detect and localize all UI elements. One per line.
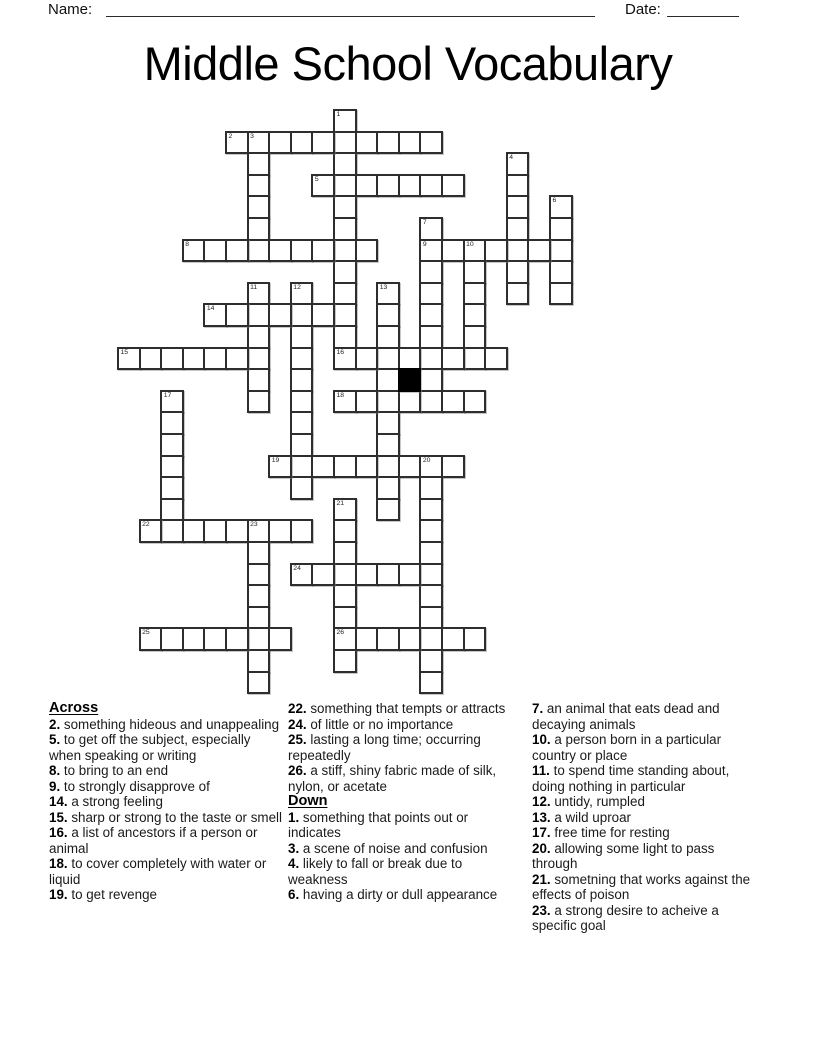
name-label: Name: [48,1,93,18]
grid-cell[interactable] [463,347,487,371]
grid-cell[interactable] [247,174,271,198]
clue: 22. something that tempts or attracts [288,701,506,716]
grid-cell[interactable] [419,368,443,392]
clue-number: 10. [532,732,551,747]
grid-cell[interactable] [247,606,271,630]
grid-cell[interactable] [419,541,443,565]
clue: 1. something that points out or indicates [288,809,469,840]
grid-cell[interactable] [419,174,443,198]
grid-cell[interactable] [203,519,227,543]
grid-cell[interactable] [160,455,184,479]
black-cell [398,368,422,392]
grid-cell[interactable] [333,390,357,414]
grid-cell[interactable] [333,627,357,651]
grid-cell[interactable] [225,303,249,327]
grid-cell[interactable] [376,476,400,500]
clue: 6. having a dirty or dull appearance [288,887,498,902]
clue: 13. a wild uproar [532,809,632,825]
clue-number: 26. [288,763,307,778]
grid-cell[interactable] [247,541,271,565]
grid-cell[interactable] [333,606,357,630]
grid-cell[interactable] [268,627,292,651]
grid-cell[interactable] [333,174,357,198]
grid-cell[interactable] [160,390,184,414]
grid-cell[interactable] [506,282,530,306]
grid-cell[interactable] [506,260,530,284]
clue-number: 24. [288,716,307,732]
grid-cell[interactable] [484,347,508,371]
grid-cell[interactable] [247,325,271,349]
grid-cell[interactable] [225,519,249,543]
grid-cell[interactable] [117,347,141,371]
grid-cell[interactable] [333,131,357,155]
cell-number: 9 [422,240,427,248]
grid-cell[interactable] [333,519,357,543]
cell-number: 26 [336,629,345,637]
grid-cell[interactable] [247,671,271,695]
grid-cell[interactable] [160,347,184,371]
clue: 3. a scene of noise and confusion [288,840,488,856]
grid-cell[interactable] [419,390,443,414]
grid-cell[interactable] [290,347,314,371]
grid-cell[interactable] [419,260,443,284]
cell-number: 18 [336,391,345,399]
grid-cell[interactable] [463,282,487,306]
grid-cell[interactable] [419,498,443,522]
grid-cell[interactable] [376,368,400,392]
clue-number: 8. [49,763,61,778]
cell-number: 21 [336,499,345,507]
grid-cell[interactable] [225,347,249,371]
grid-cell[interactable] [506,152,530,176]
grid-cell[interactable] [290,390,314,414]
clue-number: 6. [288,887,300,902]
clue-number: 12. [532,794,551,809]
grid-cell[interactable] [333,325,357,349]
grid-cell[interactable] [376,411,400,435]
grid-cell[interactable] [376,282,400,306]
grid-cell[interactable] [225,239,249,263]
clue-number: 14. [49,794,68,809]
grid-cell[interactable] [376,563,400,587]
grid-cell[interactable] [139,347,163,371]
grid-cell[interactable] [355,174,379,198]
grid-cell[interactable] [441,174,465,198]
grid-cell[interactable] [160,411,184,435]
grid-cell[interactable] [247,584,271,608]
grid-cell[interactable] [333,563,357,587]
clue-number: 21. [532,871,551,887]
cell-number: 12 [293,283,301,291]
grid-cell[interactable] [376,627,400,651]
page-title: Middle School Vocabulary [143,37,673,90]
cell-number: 25 [142,629,150,637]
grid-cell[interactable] [376,303,400,327]
grid-cell[interactable] [376,390,400,414]
grid-cell[interactable] [290,303,314,327]
grid-cell[interactable] [484,239,508,263]
clues-column-2 [532,701,762,934]
grid-cell[interactable] [441,627,465,651]
grid-cell[interactable] [549,282,573,306]
grid-cell[interactable] [333,649,357,673]
grid-cell[interactable] [463,390,487,414]
clues-heading-across: Across [49,700,99,716]
grid-cell[interactable] [419,627,443,651]
grid-cell[interactable] [290,563,314,587]
grid-cell[interactable] [441,347,465,371]
grid-cell[interactable] [139,519,163,543]
grid-cell[interactable] [268,239,292,263]
grid-cell[interactable] [247,649,271,673]
grid-cell[interactable] [311,303,335,327]
grid-cell[interactable] [333,541,357,565]
cell-number: 11 [250,283,258,291]
clue: 8. to bring to an end [49,763,169,778]
grid-cell[interactable] [355,455,379,479]
grid-cell[interactable] [355,347,379,371]
grid-cell[interactable] [247,131,271,155]
cell-number: 5 [314,175,319,183]
grid-cell[interactable] [247,303,271,327]
grid-cell[interactable] [506,239,530,263]
clue-number: 18. [49,856,68,871]
clue-number: 2. [49,716,61,732]
grid-cell[interactable] [247,195,271,219]
cell-number: 8 [185,240,190,248]
grid-cell[interactable] [419,519,443,543]
cell-number: 4 [509,154,514,162]
grid-cell[interactable] [419,303,443,327]
grid-cell[interactable] [506,217,530,241]
grid-cell[interactable] [225,627,249,651]
clue-number: 23. [532,902,551,918]
grid-cell[interactable] [160,498,184,522]
clue-number: 25. [288,732,307,747]
grid-cell[interactable] [290,411,314,435]
clue-number: 9. [49,778,61,794]
clue-number: 13. [532,809,551,825]
grid-cell[interactable] [355,627,379,651]
clue-number: 15. [49,809,68,825]
grid-cell[interactable] [290,519,314,543]
grid-cell[interactable] [419,671,443,695]
grid-cell[interactable] [182,519,206,543]
grid-cell[interactable] [333,260,357,284]
cell-number: 10 [466,240,474,248]
grid-cell[interactable] [419,476,443,500]
grid-cell[interactable] [333,109,357,133]
grid-cell[interactable] [355,390,379,414]
grid-cell[interactable] [333,239,357,263]
grid-cell[interactable] [441,390,465,414]
grid-cell[interactable] [376,433,400,457]
grid-cell[interactable] [160,476,184,500]
grid-cell[interactable] [398,455,422,479]
grid-cell[interactable] [398,390,422,414]
clues-column-1 [288,701,519,903]
clue-number: 11. [532,763,550,778]
grid-cell[interactable] [247,627,271,651]
clue: 15. sharp or strong to the taste or smell [49,809,282,825]
grid-cell[interactable] [333,217,357,241]
grid-cell[interactable] [203,347,227,371]
clue-number: 5. [49,732,61,747]
grid-cell[interactable] [203,239,227,263]
grid-cell[interactable] [419,563,443,587]
grid-cell[interactable] [247,239,271,263]
clue: 24. of little or no importance [288,716,454,732]
grid-cell[interactable] [311,131,335,155]
grid-cell[interactable] [290,239,314,263]
grid-cell[interactable] [463,303,487,327]
grid-cell[interactable] [247,563,271,587]
clue: 14. a strong feeling [49,794,163,809]
cell-number: 17 [163,391,172,399]
grid-cell[interactable] [376,455,400,479]
grid-cell[interactable] [268,519,292,543]
grid-cell[interactable] [333,347,357,371]
grid-cell[interactable] [182,239,206,263]
grid-cell[interactable] [311,174,335,198]
clue: 7. an animal that eats dead and decaying animals [532,701,720,732]
grid-cell[interactable] [247,519,271,543]
grid-cell[interactable] [268,455,292,479]
grid-cell[interactable] [398,627,422,651]
clue: 16. a list of ancestors if a person or animal [49,825,258,856]
grid-cell[interactable] [419,584,443,608]
grid-cell[interactable] [527,239,551,263]
grid-cell[interactable] [333,455,357,479]
clue-number: 7. [532,701,544,716]
grid-cell[interactable] [160,627,184,651]
grid-cell[interactable] [549,195,573,219]
cell-number: 1 [336,111,341,118]
clue: 2. something hideous and unappealing [49,716,280,732]
grid-cell[interactable] [549,217,573,241]
clue-number: 1. [288,809,300,825]
cell-number: 14 [206,305,215,313]
grid-cell[interactable] [419,455,443,479]
grid-cell[interactable] [419,347,443,371]
cell-number: 2 [228,132,233,140]
grid-cell[interactable] [247,282,271,306]
grid-cell[interactable] [376,131,400,155]
grid-cell[interactable] [268,303,292,327]
clue: 19. to get revenge [49,887,157,902]
clue: 12. untidy, rumpled [532,794,645,809]
grid-cell[interactable] [290,325,314,349]
grid-cell[interactable] [463,627,487,651]
grid-cell[interactable] [419,239,443,263]
grid-cell[interactable] [290,455,314,479]
grid-cell[interactable] [333,282,357,306]
grid-cell[interactable] [247,347,271,371]
grid-cell[interactable] [463,325,487,349]
grid-cell[interactable] [419,649,443,673]
grid-cell[interactable] [506,174,530,198]
clue: 10. a person born in a particular country or place [532,732,722,763]
grid-cell[interactable] [290,433,314,457]
grid-cell[interactable] [333,195,357,219]
grid-cell[interactable] [376,174,400,198]
grid-cell[interactable] [419,325,443,349]
grid-cell[interactable] [419,131,443,155]
grid-cell[interactable] [398,563,422,587]
grid-cell[interactable] [247,390,271,414]
grid-cell[interactable] [398,174,422,198]
grid-cell[interactable] [290,131,314,155]
grid-cell[interactable] [333,498,357,522]
grid-cell[interactable] [268,131,292,155]
cell-number: 20 [422,456,431,464]
grid-cell[interactable] [419,217,443,241]
grid-cell[interactable] [203,627,227,651]
clue: 26. a stiff, shiny fabric made of silk, nylon, or acetate [288,763,497,794]
grid-cell[interactable] [333,303,357,327]
cell-number: 22 [142,521,150,529]
cell-number: 6 [552,197,557,205]
cell-number: 3 [250,132,254,140]
clue: 5. to get off the subject, especially when speaking or writing [49,732,251,763]
clue: 23. a strong desire to acheive a specific goal [532,902,719,933]
grid-cell[interactable] [463,239,487,263]
grid-cell[interactable] [247,217,271,241]
cell-number: 19 [271,456,280,464]
grid-cell[interactable] [398,131,422,155]
grid-cell[interactable] [376,498,400,522]
grid-cell[interactable] [506,195,530,219]
grid-cell[interactable] [355,131,379,155]
grid-cell[interactable] [290,368,314,392]
grid-cell[interactable] [139,627,163,651]
clue: 11. to spend time standing about, doing nothing in particular [532,763,730,794]
clue-number: 4. [288,856,300,871]
grid-cell[interactable] [247,368,271,392]
clue-number: 22. [288,701,307,716]
grid-cell[interactable] [441,239,465,263]
cell-number: 24 [293,564,301,572]
cell-number: 15 [120,348,129,356]
grid-cell[interactable] [203,303,227,327]
grid-cell[interactable] [333,584,357,608]
clue: 25. lasting a long time; occurring repeatedly [288,732,481,763]
grid-cell[interactable] [290,282,314,306]
grid-cell[interactable] [376,325,400,349]
grid-cell[interactable] [290,476,314,500]
grid-cell[interactable] [225,131,249,155]
clue-number: 20. [532,840,551,856]
clues-heading-down: Down [288,793,328,809]
grid-cell[interactable] [160,433,184,457]
grid-cell[interactable] [182,627,206,651]
grid-cell[interactable] [311,239,335,263]
date-label: Date: [625,1,661,18]
cell-number: 23 [250,521,258,529]
grid-cell[interactable] [419,282,443,306]
grid-cell[interactable] [311,563,335,587]
clues-column-0 [49,701,282,903]
grid-cell[interactable] [549,260,573,284]
clue-number: 17. [532,825,551,840]
grid-cell[interactable] [160,519,184,543]
clue: 21. sometning that works against the effects of poison [532,871,751,902]
cell-number: 7 [422,219,427,226]
grid-cell[interactable] [355,563,379,587]
cell-number: 13 [379,283,388,291]
grid-cell[interactable] [376,347,400,371]
clue: 17. free time for resting [532,825,670,840]
grid-cell[interactable] [355,239,379,263]
clue-number: 16. [49,825,68,840]
clue: 4. likely to fall or break due to weakness [288,856,463,887]
grid-cell[interactable] [463,260,487,284]
grid-cell[interactable] [247,152,271,176]
grid-cell[interactable] [311,455,335,479]
clue-number: 3. [288,840,300,856]
clue: 20. allowing some light to pass through [532,840,715,871]
grid-cell[interactable] [549,239,573,263]
clue-number: 19. [49,887,68,902]
cell-number: 16 [336,348,345,356]
grid-cell[interactable] [419,606,443,630]
grid-cell[interactable] [398,347,422,371]
grid-cell[interactable] [333,152,357,176]
grid-cell[interactable] [182,347,206,371]
clue: 9. to strongly disapprove of [49,778,210,794]
clue: 18. to cover completely with water or liquid [49,856,267,887]
grid-cell[interactable] [441,455,465,479]
